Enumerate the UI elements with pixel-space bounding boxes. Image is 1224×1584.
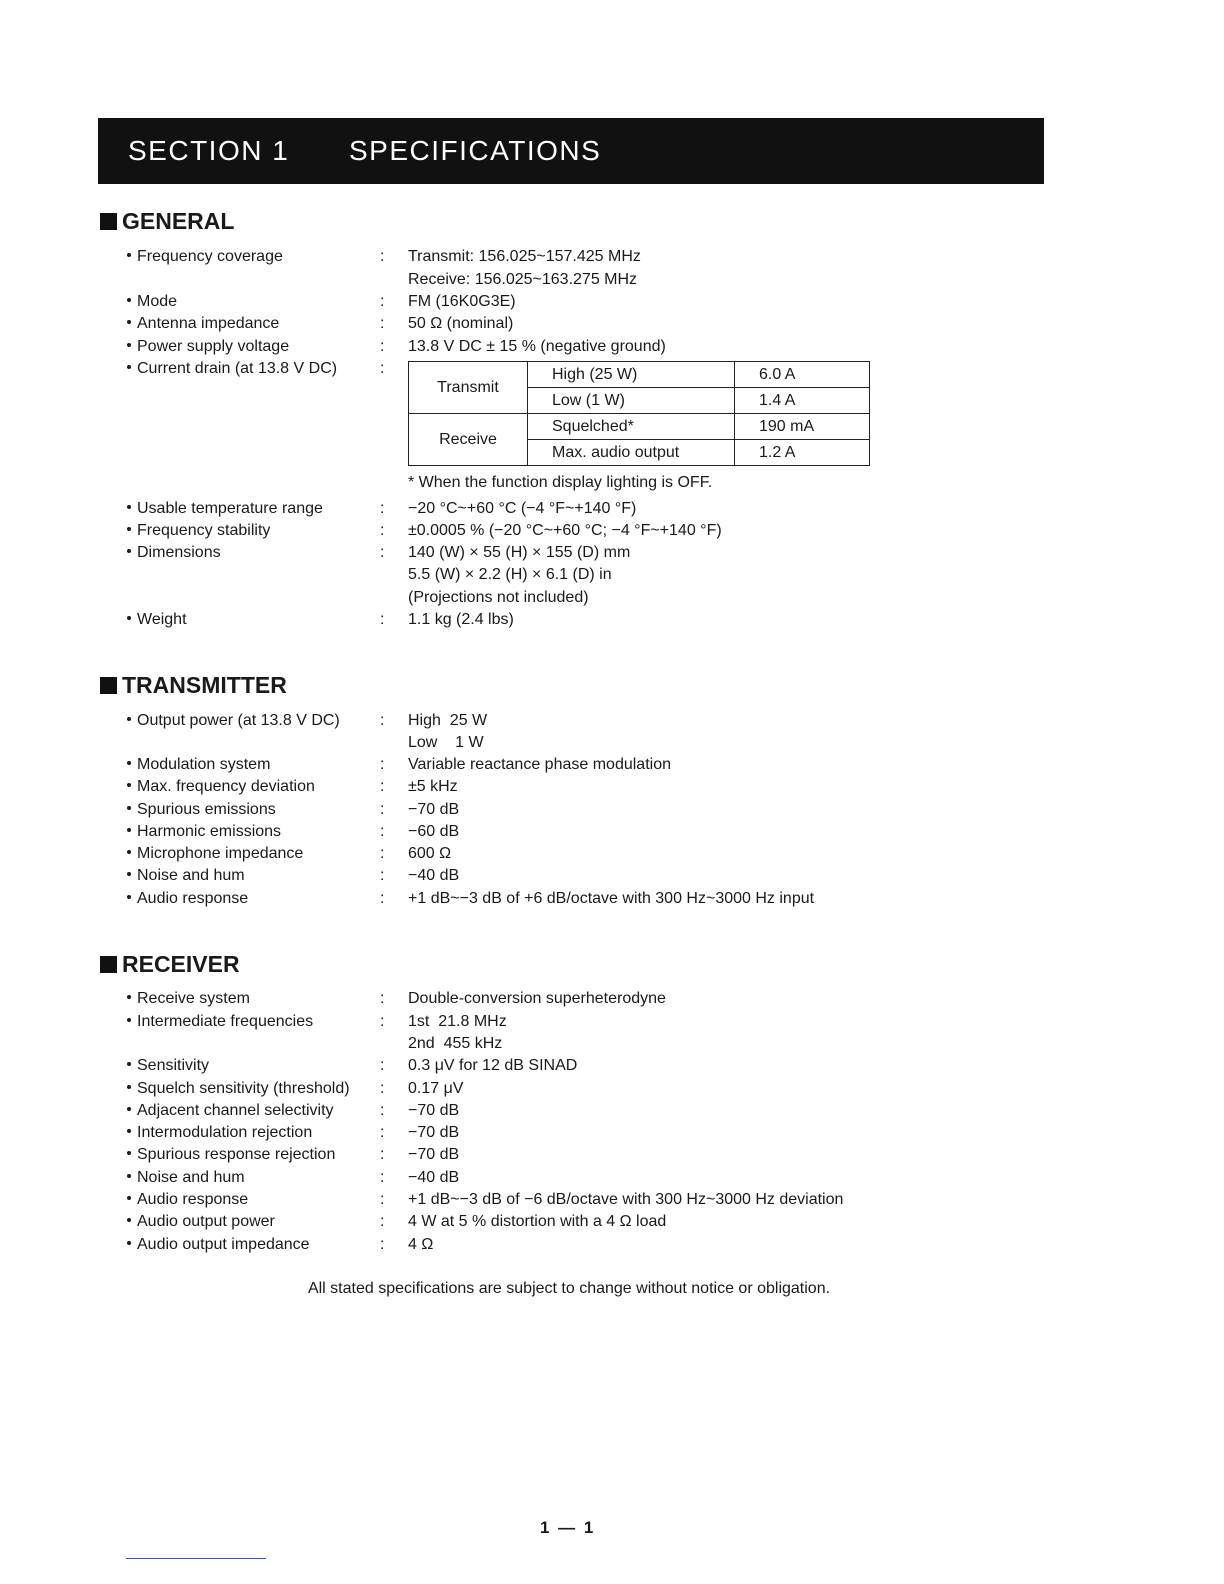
spec-row-continuation	[0, 732, 1224, 754]
spec-label: Max. frequency deviation	[127, 776, 315, 798]
bullet-icon	[127, 253, 131, 257]
bullet-icon	[127, 1107, 131, 1111]
spec-label: Frequency stability	[127, 520, 270, 542]
bullet-icon	[127, 783, 131, 787]
heading-square-icon	[100, 956, 117, 973]
spec-row: Weight : 1.1 kg (2.4 lbs)	[0, 609, 1224, 631]
table-cell: 190 mA	[735, 414, 870, 440]
bullet-icon	[127, 1085, 131, 1089]
spec-label: Microphone impedance	[127, 843, 303, 865]
spec-value: 2nd 455 kHz	[408, 1035, 503, 1052]
bullet-icon	[127, 1174, 131, 1178]
spec-row-continuation	[0, 564, 1224, 586]
spec-row: Noise and hum : −40 dB	[0, 865, 1224, 887]
spec-label: Power supply voltage	[127, 336, 289, 358]
heading-square-icon	[100, 677, 117, 694]
disclaimer-note: All stated specifications are subject to change without notice or obligation.	[307, 1280, 831, 1297]
table-cell: 6.0 A	[735, 362, 870, 388]
bullet-icon	[127, 616, 131, 620]
section-number: SECTION 1	[128, 135, 290, 166]
spec-label: Squelch sensitivity (threshold)	[127, 1078, 350, 1100]
spec-label: Dimensions	[127, 542, 221, 564]
bullet-icon	[127, 505, 131, 509]
spec-label: Audio output impedance	[127, 1234, 310, 1256]
spec-label: Receive system	[127, 988, 250, 1010]
spec-value: Low 1 W	[408, 734, 484, 751]
spec-label: Antenna impedance	[127, 313, 279, 335]
bullet-icon	[127, 717, 131, 721]
spec-value: Transmit: 156.025~157.425 MHz	[408, 248, 641, 265]
bullet-icon	[127, 1241, 131, 1245]
spec-row: Harmonic emissions : −60 dB	[0, 821, 1224, 843]
bullet-icon	[127, 343, 131, 347]
spec-label: Sensitivity	[127, 1055, 209, 1077]
spec-row: Microphone impedance : 600 Ω	[0, 843, 1224, 865]
spec-value: −70 dB	[408, 1146, 460, 1163]
section-banner	[98, 118, 1044, 184]
spec-label: Intermediate frequencies	[127, 1011, 313, 1033]
spec-row: Spurious emissions : −70 dB	[0, 799, 1224, 821]
table-row	[409, 414, 870, 440]
bullet-icon	[127, 527, 131, 531]
table-cell: 1.4 A	[735, 388, 870, 414]
spec-label: Noise and hum	[127, 865, 245, 887]
spec-value: 50 Ω (nominal)	[408, 315, 514, 332]
bullet-icon	[127, 365, 131, 369]
bullet-icon	[127, 1196, 131, 1200]
spec-row: Intermodulation rejection : −70 dB	[0, 1122, 1224, 1144]
spec-label: Audio output power	[127, 1211, 275, 1233]
spec-value: 1.1 kg (2.4 lbs)	[408, 611, 514, 628]
heading-general	[100, 208, 234, 235]
spec-value: High 25 W	[408, 712, 488, 729]
spec-label: Usable temperature range	[127, 498, 323, 520]
spec-row: Audio output impedance : 4 Ω	[0, 1234, 1224, 1256]
spec-row: Receive system : Double-conversion superheterodyne	[0, 988, 1224, 1010]
spec-value: −60 dB	[408, 823, 460, 840]
table-cell: Low (1 W)	[528, 388, 735, 414]
spec-value: +1 dB~−3 dB of +6 dB/octave with 300 Hz~3000 Hz input	[408, 890, 815, 907]
spec-value: FM (16K0G3E)	[408, 293, 516, 310]
bullet-icon	[127, 1062, 131, 1066]
spec-label: Mode	[127, 291, 177, 313]
spec-row: Sensitivity : 0.3 μV for 12 dB SINAD	[0, 1055, 1224, 1077]
spec-value: Receive: 156.025~163.275 MHz	[408, 271, 638, 288]
heading-transmitter-text: TRANSMITTER	[122, 672, 287, 698]
spec-row: Power supply voltage : 13.8 V DC ± 15 % (negative ground)	[0, 336, 1224, 358]
spec-label: Current drain (at 13.8 V DC)	[127, 358, 337, 380]
spec-value: +1 dB~−3 dB of −6 dB/octave with 300 Hz~3000 Hz deviation	[408, 1191, 844, 1208]
spec-row: Output power (at 13.8 V DC) : High 25 W	[0, 710, 1224, 732]
spec-value: Double-conversion superheterodyne	[408, 990, 666, 1007]
heading-receiver	[100, 951, 240, 978]
bullet-icon	[127, 1218, 131, 1222]
spec-value: 140 (W) × 55 (H) × 155 (D) mm	[408, 544, 631, 561]
spec-value: 0.17 μV	[408, 1080, 464, 1097]
spec-value: (Projections not included)	[408, 589, 589, 606]
bullet-icon	[127, 1129, 131, 1133]
spec-value: 4 W at 5 % distortion with a 4 Ω load	[408, 1213, 667, 1230]
spec-row: Frequency stability : ±0.0005 % (−20 °C~+60 °C; −4 °F~+140 °F)	[0, 520, 1224, 542]
bullet-icon	[127, 872, 131, 876]
table-group-cell: Receive	[409, 414, 528, 466]
spec-value: 13.8 V DC ± 15 % (negative ground)	[408, 338, 666, 355]
spec-label: Noise and hum	[127, 1167, 245, 1189]
spec-value: ±5 kHz	[408, 778, 458, 795]
spec-label: Spurious response rejection	[127, 1144, 335, 1166]
spec-row: Audio response : +1 dB~−3 dB of −6 dB/octave with 300 Hz~3000 Hz deviation	[0, 1189, 1224, 1211]
spec-value: 0.3 μV for 12 dB SINAD	[408, 1057, 578, 1074]
spec-row: Current drain (at 13.8 V DC) :	[0, 358, 1224, 380]
bullet-icon	[127, 1018, 131, 1022]
spec-row: Audio output power : 4 W at 5 % distortion with a 4 Ω load	[0, 1211, 1224, 1233]
spec-label: Audio response	[127, 888, 248, 910]
table-cell: High (25 W)	[528, 362, 735, 388]
spec-label: Audio response	[127, 1189, 248, 1211]
bullet-icon	[127, 549, 131, 553]
spec-value: 5.5 (W) × 2.2 (H) × 6.1 (D) in	[408, 566, 612, 583]
table-row	[409, 362, 870, 388]
spec-row: Dimensions : 140 (W) × 55 (H) × 155 (D) mm	[0, 542, 1224, 564]
bullet-icon	[127, 828, 131, 832]
spec-value: −70 dB	[408, 801, 460, 818]
footer-rule	[126, 1558, 266, 1559]
bullet-icon	[127, 895, 131, 899]
spec-value: 4 Ω	[408, 1236, 434, 1253]
spec-label: Frequency coverage	[127, 246, 283, 268]
spec-value: −70 dB	[408, 1102, 460, 1119]
spec-label: Weight	[127, 609, 187, 631]
spec-row: Modulation system : Variable reactance phase modulation	[0, 754, 1224, 776]
bullet-icon	[127, 298, 131, 302]
spec-row: Max. frequency deviation : ±5 kHz	[0, 776, 1224, 798]
heading-general-text: GENERAL	[122, 208, 235, 234]
spec-value: −70 dB	[408, 1124, 460, 1141]
table-cell: 1.2 A	[735, 440, 870, 466]
spec-value: ±0.0005 % (−20 °C~+60 °C; −4 °F~+140 °F)	[408, 522, 722, 539]
spec-row: Intermediate frequencies : 1st 21.8 MHz	[0, 1011, 1224, 1033]
bullet-icon	[127, 320, 131, 324]
bullet-icon	[127, 1151, 131, 1155]
spec-value: −20 °C~+60 °C (−4 °F~+140 °F)	[408, 500, 637, 517]
spec-row: Noise and hum : −40 dB	[0, 1167, 1224, 1189]
bullet-icon	[127, 806, 131, 810]
bullet-icon	[127, 995, 131, 999]
current-drain-table	[408, 361, 870, 466]
table-cell: Squelched*	[528, 414, 735, 440]
table-cell: Max. audio output	[528, 440, 735, 466]
heading-receiver-text: RECEIVER	[122, 951, 240, 977]
spec-label: Adjacent channel selectivity	[127, 1100, 334, 1122]
spec-row: Usable temperature range : −20 °C~+60 °C (−4 °F~+140 °F)	[0, 498, 1224, 520]
spec-row: Audio response : +1 dB~−3 dB of +6 dB/octave with 300 Hz~3000 Hz input	[0, 888, 1224, 910]
spec-row-continuation	[0, 587, 1224, 609]
spec-label: Modulation system	[127, 754, 270, 776]
spec-value: −40 dB	[408, 867, 460, 884]
spec-row: Mode : FM (16K0G3E)	[0, 291, 1224, 313]
spec-value: 1st 21.8 MHz	[408, 1013, 507, 1030]
section-title: SPECIFICATIONS	[349, 135, 602, 166]
spec-row-continuation	[0, 1033, 1224, 1055]
table-footnote: * When the function display lighting is OFF.	[408, 474, 713, 491]
spec-value: −40 dB	[408, 1169, 460, 1186]
spec-label: Harmonic emissions	[127, 821, 281, 843]
bullet-icon	[127, 761, 131, 765]
spec-row: Squelch sensitivity (threshold) : 0.17 μV	[0, 1078, 1224, 1100]
spec-row: Adjacent channel selectivity : −70 dB	[0, 1100, 1224, 1122]
spec-row: Spurious response rejection : −70 dB	[0, 1144, 1224, 1166]
heading-square-icon	[100, 213, 117, 230]
spec-row: Frequency coverage : Transmit: 156.025~157.425 MHz	[0, 246, 1224, 268]
spec-value: Variable reactance phase modulation	[408, 756, 671, 773]
heading-transmitter	[100, 672, 287, 699]
bullet-icon	[127, 850, 131, 854]
spec-row-continuation	[0, 269, 1224, 291]
spec-label: Intermodulation rejection	[127, 1122, 312, 1144]
spec-label: Output power (at 13.8 V DC)	[127, 710, 340, 732]
spec-value: 600 Ω	[408, 845, 452, 862]
page-number: 1 — 1	[540, 1518, 596, 1537]
table-group-cell: Transmit	[409, 362, 528, 414]
spec-row: Antenna impedance : 50 Ω (nominal)	[0, 313, 1224, 335]
spec-label: Spurious emissions	[127, 799, 276, 821]
